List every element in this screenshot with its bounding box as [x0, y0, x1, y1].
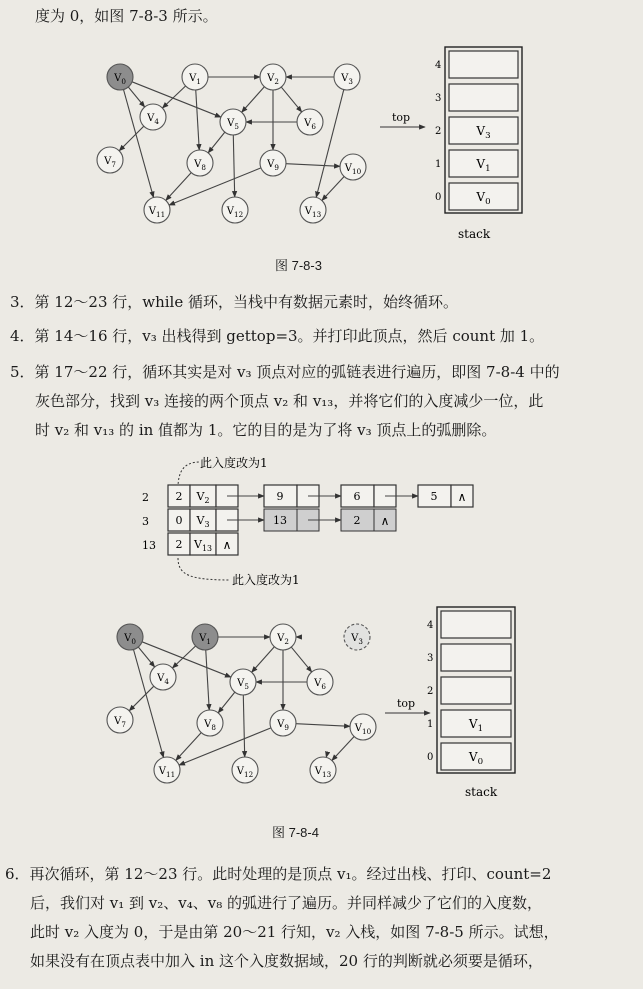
graph-node-v10	[350, 714, 376, 740]
graph-edge	[176, 733, 201, 761]
svg-text:V6: $V_6$	[304, 118, 316, 131]
adj-row-index: 2	[142, 491, 149, 504]
stack-index: 0	[435, 192, 442, 203]
stack-index: 4	[435, 60, 442, 71]
graph-edge	[233, 135, 234, 197]
svg-text:V12: $V_{12}$	[236, 766, 254, 779]
svg-text:V2: $V_2$	[267, 73, 279, 86]
graph-node-v3	[344, 624, 370, 650]
graph-edge	[169, 168, 261, 205]
graph-node-v2	[260, 64, 286, 90]
svg-text:V3: $V_3$	[476, 124, 491, 141]
svg-text:V0: $V_0$	[114, 73, 126, 86]
stack-label: stack	[458, 227, 491, 241]
adj-row-index: 3	[142, 515, 149, 528]
figure-7-8-4-graph	[95, 615, 395, 790]
graph-edge	[242, 87, 265, 113]
stack-index: 1	[427, 719, 434, 730]
stack-cell	[441, 677, 511, 704]
graph-node-v2	[270, 624, 296, 650]
svg-text:2: 2	[175, 538, 183, 551]
graph-node-v6	[297, 109, 323, 135]
svg-text:V1: $V_1$	[189, 73, 201, 86]
graph-edge	[243, 695, 244, 757]
graph-node-v1	[182, 64, 208, 90]
svg-text:V3: $V_3$	[196, 514, 210, 529]
svg-text:V2: $V_2$	[277, 633, 289, 646]
figure-7-8-3-stack	[380, 45, 530, 245]
graph-node-v13	[310, 757, 336, 783]
graph-edge	[128, 87, 144, 107]
svg-text:V13: $V_{13}$	[304, 206, 322, 219]
top-label-2: top	[397, 697, 416, 710]
graph-node-v0	[107, 64, 133, 90]
graph-node-v1	[192, 624, 218, 650]
arc-adjvex: 9	[276, 490, 284, 503]
graph-node-v13	[300, 197, 326, 223]
graph-node-v8	[197, 710, 223, 736]
adj-row-index: 13	[142, 539, 156, 552]
adjacency-list-figure	[140, 450, 500, 590]
stack-index: 2	[427, 686, 434, 697]
svg-text:V6: $V_6$	[314, 678, 326, 691]
figure-7-8-3-caption: 图 7-8-3	[275, 258, 322, 273]
graph-node-v9	[270, 710, 296, 736]
graph-edge	[129, 686, 154, 711]
graph-edge	[162, 86, 185, 108]
graph-edge	[252, 647, 275, 673]
svg-text:V10: $V_{10}$	[344, 163, 362, 176]
svg-text:V0: $V_0$	[476, 190, 491, 207]
graph-edge	[218, 692, 235, 713]
svg-text:V8: $V_8$	[194, 159, 206, 172]
svg-text:V4: $V_4$	[157, 673, 169, 686]
svg-text:V11: $V_{11}$	[158, 766, 176, 779]
svg-text:∧: ∧	[222, 538, 232, 552]
svg-text:V7: $V_7$	[104, 156, 116, 169]
item-5-line-1: 5．第 17～22 行，循环其实是对 v₃ 顶点对应的弧链表进行遍历，即图 7-8-4 中的	[10, 363, 560, 381]
svg-text:V2: $V_2$	[196, 490, 210, 505]
graph-edge	[296, 724, 350, 727]
item-3: 3．第 12～23 行，while 循环，当栈中有数据元素时，始终循环。	[10, 293, 458, 311]
stack-index: 4	[427, 620, 434, 631]
graph-node-v4	[140, 104, 166, 130]
svg-text:V0: $V_0$	[124, 633, 136, 646]
item-5-line-3: 时 v₂ 和 v₁₃ 的 in 值都为 1。它的目的是为了将 v₃ 顶点上的弧删除。	[35, 421, 497, 439]
graph-edge	[166, 173, 191, 201]
graph-edge	[179, 728, 271, 765]
graph-node-v6	[307, 669, 333, 695]
stack-index: 0	[427, 752, 434, 763]
arc-adjvex: 13	[273, 514, 287, 527]
note-top: 此入度改为1	[200, 456, 268, 470]
svg-text:∧: ∧	[457, 490, 467, 504]
svg-text:V13: $V_{13}$	[314, 766, 332, 779]
item-6-line-2: 后，我们对 v₁ 到 v₂、v₄、v₈ 的弧进行了遍历。并同样减少了它们的入度数，	[30, 894, 543, 912]
top-label: top	[392, 111, 411, 124]
graph-node-v4	[150, 664, 176, 690]
svg-text:V5: $V_5$	[237, 678, 249, 691]
graph-edge	[208, 132, 225, 153]
graph-node-v11	[154, 757, 180, 783]
svg-text:V1: $V_1$	[468, 717, 484, 734]
svg-text:∧: ∧	[380, 514, 390, 528]
graph-node-v12	[222, 197, 248, 223]
stack-cell	[449, 51, 518, 78]
stack-index: 2	[435, 126, 442, 137]
stack-index: 3	[427, 653, 434, 664]
graph-edge	[138, 647, 154, 667]
svg-text:V3: $V_3$	[341, 73, 353, 86]
stack-label-2: stack	[465, 785, 498, 799]
svg-text:V12: $V_{12}$	[226, 206, 244, 219]
svg-text:V1: $V_1$	[476, 157, 491, 174]
svg-text:V4: $V_4$	[147, 113, 159, 126]
top-line: 度为 0，如图 7-8-3 所示。	[35, 7, 218, 25]
svg-text:V5: $V_5$	[227, 118, 239, 131]
stack-index: 3	[435, 93, 442, 104]
svg-text:V0: $V_0$	[468, 750, 484, 767]
svg-text:V8: $V_8$	[204, 719, 216, 732]
graph-node-v0	[117, 624, 143, 650]
svg-text:V10: $V_{10}$	[354, 723, 372, 736]
graph-edge	[291, 647, 311, 672]
graph-node-v8	[187, 150, 213, 176]
svg-text:V9: $V_9$	[277, 719, 289, 732]
item-6-line-4: 如果没有在顶点表中加入 in 这个入度数据域，20 行的判断就必须要是循环，	[30, 952, 543, 970]
stack-index: 1	[435, 159, 442, 170]
item-5-line-2: 灰色部分，找到 v₃ 连接的两个顶点 v₂ 和 v₁₃，并将它们的入度减少一位，此	[35, 392, 544, 410]
svg-text:V3: $V_3$	[351, 633, 363, 646]
svg-text:V9: $V_9$	[267, 159, 279, 172]
graph-node-v5	[220, 109, 246, 135]
stack-cell	[449, 84, 518, 111]
item-6-line-3: 此时 v₂ 入度为 0，于是由第 20～21 行知，v₂ 入栈，如图 7-8-5 所示。试想，	[30, 923, 559, 941]
graph-node-v12	[232, 757, 258, 783]
svg-text:0: 0	[175, 514, 183, 527]
graph-node-v7	[107, 707, 133, 733]
graph-node-v10	[340, 154, 366, 180]
graph-edge	[119, 126, 144, 151]
graph-edge	[206, 650, 209, 710]
arc-adjvex: 6	[353, 490, 361, 503]
item-6-line-1: 6．再次循环，第 12～23 行。此时处理的是顶点 v₁。经过出栈、打印、count=2	[5, 865, 552, 883]
graph-node-v9	[260, 150, 286, 176]
arc-adjvex: 2	[353, 514, 361, 527]
graph-edge	[332, 737, 354, 761]
stack-cell	[441, 644, 511, 671]
graph-edge	[281, 87, 301, 112]
graph-node-v7	[97, 147, 123, 173]
stack-cell	[441, 611, 511, 638]
graph-node-v5	[230, 669, 256, 695]
svg-text:V11: $V_{11}$	[148, 206, 166, 219]
graph-edge	[322, 177, 344, 201]
figure-7-8-3-graph	[85, 55, 385, 230]
svg-text:V13: $V_{13}$	[193, 538, 213, 553]
graph-node-v11	[144, 197, 170, 223]
note-bottom: 此入度改为1	[232, 573, 300, 587]
graph-node-v3	[334, 64, 360, 90]
graph-edge	[172, 646, 195, 668]
svg-text:V1: $V_1$	[199, 633, 211, 646]
graph-edge	[196, 90, 199, 150]
item-4: 4．第 14～16 行，v₃ 出栈得到 gettop=3。并打印此顶点，然后 count 加 1。	[10, 327, 545, 345]
arc-adjvex: 5	[430, 490, 438, 503]
svg-text:2: 2	[175, 490, 183, 503]
graph-edge	[286, 164, 340, 167]
figure-7-8-4-stack	[385, 605, 535, 805]
figure-7-8-4-caption: 图 7-8-4	[272, 825, 319, 840]
svg-text:V7: $V_7$	[114, 716, 126, 729]
